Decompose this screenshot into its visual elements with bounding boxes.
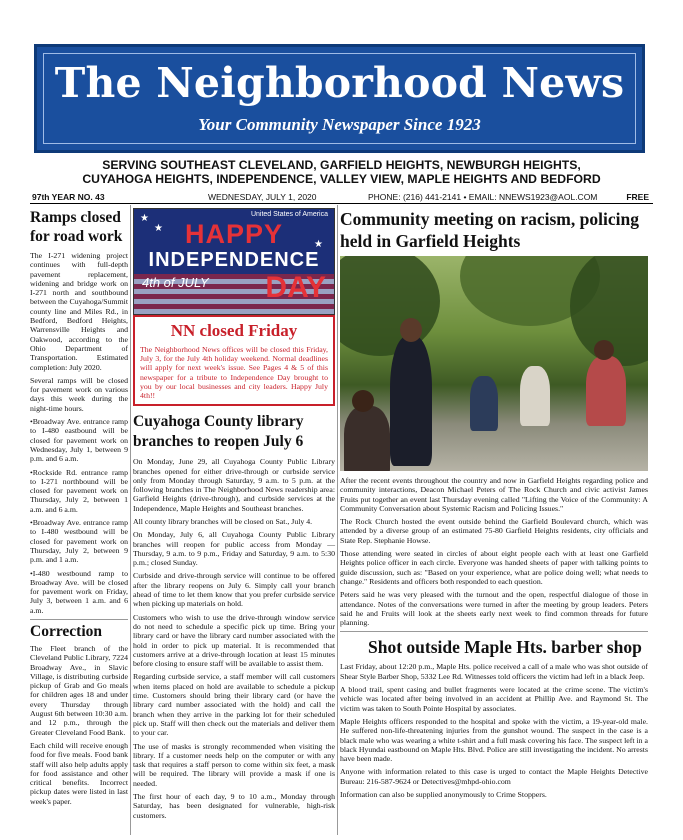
ramps-paragraph: The I-271 widening project continues with full-depth pavement replacement, widening and bridge work on I-271 north and southbound between the Cuyahoga/Summit county line and Miles Rd., in Bedford, Bedford Heights, Warrensville Heights and Oakwood, according to the Ohio Department of Transportation. Estimated completion: July 2020. <box>30 251 128 372</box>
library-article <box>133 457 335 820</box>
section-divider <box>30 619 128 620</box>
newspaper-tagline: Your Community Newspaper Since 1923 <box>198 115 481 134</box>
attendee-figure <box>520 366 550 426</box>
library-paragraph: On Monday, July 6, all Cuyahoga County Public Library branches will reopen for public access from Monday — Thursday, 9 a.m. to 9 p.m., Friday and Saturday, 9 a.m. to 5:30 p.m.; closed Sunday. <box>133 530 335 568</box>
library-paragraph: The first hour of each day, 9 to 10 a.m., Monday through Saturday, has been designated for vulnerable, high-risk customers. <box>133 792 335 820</box>
banner-happy: HAPPY <box>184 219 284 249</box>
ramps-paragraph: •I-480 westbound ramp to Broadway Ave. will be closed for pavement work on Friday, July 3, between 1 a.m. and 6 a.m. <box>30 568 128 615</box>
column-divider <box>337 205 338 835</box>
person-head <box>352 390 374 412</box>
volume-number: 97th YEAR NO. 43 <box>32 192 105 202</box>
ramps-paragraph: •Broadway Ave. entrance ramp to I-480 eastbound will be closed for pavement work on Wednesday, July 1, between 9 p.m. and 6 a.m. <box>30 417 128 464</box>
shot-article <box>340 662 648 799</box>
independence-day-banner <box>133 208 335 315</box>
star-icon: ★ <box>314 239 323 250</box>
banner-usa: United States of America <box>250 211 328 218</box>
person-head <box>594 340 614 360</box>
police-officer-figure <box>390 336 432 466</box>
middle-column <box>133 208 335 824</box>
library-paragraph: On Monday, June 29, all Cuyahoga County Public Library branches opened for either drive-through or curbside service only from Monday through Saturday, 9 a.m. to 5 p.m. at the following branches in The Neighborhood News readership area: Garfield Heights (drive-through), and curbside services at the Independence, Maple Heights and Southeast branches. <box>133 457 335 513</box>
column-divider <box>130 205 131 835</box>
star-icon: ★ <box>154 223 163 234</box>
masthead <box>34 44 645 153</box>
price: FREE <box>626 192 649 202</box>
issue-date: WEDNESDAY, JULY 1, 2020 <box>208 192 317 202</box>
community-headline: Community meeting on racism, policing held in Garfield Heights <box>340 209 639 251</box>
serving-line-2: CUYAHOGA HEIGHTS, INDEPENDENCE, VALLEY VIEW, MAPLE HEIGHTS AND BEDFORD <box>82 172 601 186</box>
correction-article <box>30 644 128 806</box>
ramps-headline: Ramps closed for road work <box>30 209 123 245</box>
library-paragraph: The use of masks is strongly recommended when visiting the library. If a customer needs help on the computer or with any task that requires a staff person to come within six feet, a mask will be required. The library will provide a mask if one is needed. <box>133 741 335 788</box>
serving-area <box>30 158 653 186</box>
banner-day: DAY <box>265 271 326 304</box>
shot-headline: Shot outside Maple Hts. barber shop <box>368 637 642 658</box>
tree <box>340 256 440 356</box>
library-paragraph: Curbside and drive-through service will continue to be offered after the library reopens on July 6. Simply call your branch ahead of time to let them know that you prefer curbside service when picking up materials on hold. <box>133 571 335 609</box>
section-divider <box>340 631 648 632</box>
right-column <box>340 208 648 803</box>
library-headline: Cuyahoga County library branches to reopen July 6 <box>133 413 304 451</box>
attendee-figure <box>344 406 390 471</box>
community-meeting-photo <box>340 256 648 471</box>
ramps-paragraph: •Rockside Rd. entrance ramp to I-271 northbound will be closed for pavement work on Thursday, July 2, between 1 a.m. and 6 a.m. <box>30 467 128 514</box>
left-column <box>30 208 128 810</box>
contact-info: PHONE: (216) 441-2141 • EMAIL: NNEWS1923@AOL.COM <box>368 192 598 202</box>
shot-paragraph: A blood trail, spent casing and bullet fragments were located at the crime scene. The victim's vehicle was located after being involved in an accident at Phillip Ave. and Raymond St. The victim was taken to South Pointe Hospital by associates. <box>340 685 648 713</box>
person-head <box>400 318 422 342</box>
star-icon: ★ <box>140 213 149 224</box>
library-paragraph: Customers who wish to use the drive-through window service do not need to schedule a specific pick up time. Bring your library card or have the library card number associated with the hold in order to pick up material. It is recommended that customers arrive at a drive-through location at least 15 minutes before closing to ensure staff will be available to assist them. <box>133 612 335 669</box>
closed-notice-box <box>133 315 335 406</box>
correction-paragraph: Each child will receive enough food for five meals. Food bank staff will also help adults apply for food assistance and other critical benefits. Incorrect pickup dates were listed in last week's paper. <box>30 740 128 806</box>
shot-paragraph: Maple Heights officers responded to the hospital and spoke with the victim, a 19-year-old male. He suffered non-life-threatening injuries from the gunshot wound. The suspect in the case is a black male who was wearing a white t-shirt and a full mask covering his face. The suspect left in a black Hyundai eastbound on Maple Hts. Blvd. Police are still investigating the incident. No arrests have been made. <box>340 716 648 764</box>
community-paragraph: Those attending were seated in circles of about eight people each with at least one Garfield Heights police officer in each circle. Everyone was handed sheets of paper with talking points to guide discussion, such as: "Based on your experience, what are police doing well; what needs to change." Residents and officers both responded to each question. <box>340 549 648 586</box>
community-paragraph: The Rock Church hosted the event outside behind the Garfield Boulevard church, which was attended by a diverse group of an estimated 75-80 Garfield Heights residents, city officials and State Rep. Stephanie Howse. <box>340 517 648 545</box>
correction-paragraph: The Fleet branch of the Cleveland Public Library, 7224 Broadway Ave., in Slavic Village, is distributing curbside pickup of Grab and Go meals for children ages 18 and under every Thursday through August 6th between 10:30 a.m. and 12 p.m., through the Greater Cleveland Food Bank. <box>30 643 128 737</box>
banner-independence: INDEPENDENCE <box>148 249 320 271</box>
shot-paragraph: Information can also be supplied anonymously to Crime Stoppers. <box>340 790 547 800</box>
newspaper-title: The Neighborhood News <box>54 59 625 107</box>
shot-paragraph: Last Friday, about 12:20 p.m., Maple Hts. police received a call of a male who was shot outside of Shear Style Barber Shop, 5332 Lee Rd. Witnesses told officers the victim had left in a black Jeep. <box>340 662 648 681</box>
correction-headline: Correction <box>30 622 103 640</box>
closed-headline: NN closed Friday <box>170 321 298 340</box>
banner-fourth: 4th of JULY <box>142 275 209 290</box>
library-paragraph: Regarding curbside service, a staff member will call customers when items placed on hold are available to schedule a pickup time. Customers should bring their library card (or have the library card number associated with the hold) and call the branch when they arrive in the parking lot for their scheduled pick up. Staff will then check out the materials and deliver them to your car. <box>133 672 335 738</box>
community-paragraph: After the recent events throughout the country and now in Garfield Heights regarding police and community interactions, Deacon Michael Peters of The Rock Church and civic activist James Fruits put together an event last Thursday evening called "Lifting the Voice of the Community: A Community Conversation about Systemic Racism and Policing Issues." <box>340 476 648 513</box>
attendee-figure <box>470 376 498 431</box>
ramps-article <box>30 251 128 615</box>
shot-paragraph: Anyone with information related to this case is urged to contact the Maple Heights Detective Bureau: 216-587-9624 or Detectives@mhpd-ohio.com <box>340 767 648 786</box>
community-paragraph: Peters said he was very pleased with the turnout and the open, respectful dialogue of those in attendance. Notes of the conversations were turned in after the meeting by group leaders. Peters said he and Fruits will look at the sheets early next week to find common threads for future planning. <box>340 590 648 628</box>
attendee-figure <box>586 356 626 426</box>
community-article <box>340 476 648 627</box>
ramps-paragraph: •Broadway Ave. entrance ramp to I-480 westbound will be closed for pavement work on Thursday, July 2, between 9 p.m. and 1 a.m. <box>30 518 128 565</box>
issue-info-bar <box>30 190 653 204</box>
serving-line-1: SERVING SOUTHEAST CLEVELAND, GARFIELD HEIGHTS, NEWBURGH HEIGHTS, <box>102 158 581 172</box>
library-paragraph: All county library branches will be closed on Sat., July 4. <box>133 517 313 526</box>
closed-body: The Neighborhood News offices will be closed this Friday, July 3, for the July 4th holiday weekend. Normal deadlines will apply for next week's issue. See Pages 4 & 5 of this newspaper for a tribute to Independence Day brought to you by our local businesses and city leaders. Happy July 4th!! <box>140 345 328 401</box>
ramps-paragraph: Several ramps will be closed for pavement work on various days this week during the night-time hours. <box>30 375 128 413</box>
